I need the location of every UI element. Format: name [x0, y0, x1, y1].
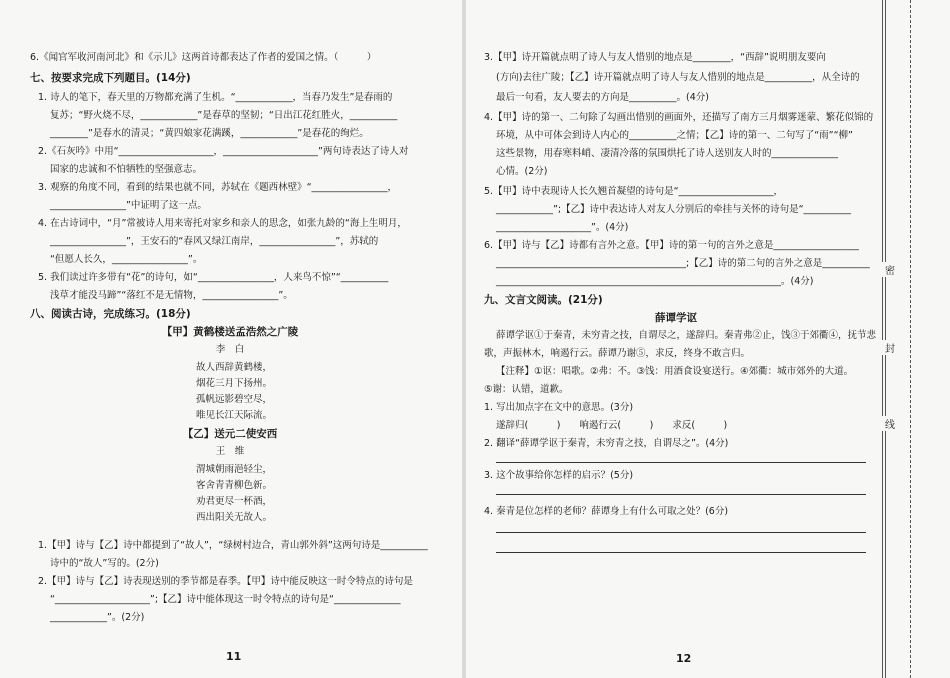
q9-4-text: 4. 秦青是位怎样的老师？薛谭身上有什么可取之处？(6分)	[484, 506, 729, 517]
poem-2-line: 客舍青青柳色新。	[196, 480, 273, 491]
q7-5-line-b: 浅草才能没马蹄”“落红不是无情物，________________”。	[50, 290, 293, 301]
q7-1-line-a: 1. 诗人的笔下，春天里的万物都充满了生机。“____________，当春乃发生”是春雨的	[38, 92, 393, 103]
q8-2-line-c: ____________”。(2分)	[50, 612, 145, 623]
q9-3-text: 3. 这个故事给你怎样的启示？(5分)	[484, 470, 634, 481]
binding-line	[882, 0, 883, 678]
q7-2-line-a: 2.《石灰吟》中用“____________________，____________________”两句诗表达了诗人对	[38, 146, 409, 157]
q6-text: 6.《闻官军收河南河北》和《示儿》这两首诗都表达了作者的爱国之情。（ ）	[30, 52, 377, 63]
q3-line-a: 3.【甲】诗开篇就点明了诗人与友人惜别的地点是________，“西辞”说明朋友要向	[484, 52, 826, 63]
q5-line-b: ____________”;【乙】诗中表达诗人对友人分别后的牵挂与关怀的诗句是“__________	[496, 204, 852, 215]
binding-cut-line	[910, 0, 911, 678]
q8-2-line-a: 2.【甲】诗与【乙】诗表现送别的季节都是春季。【甲】诗中能反映这一时令特点的诗句是	[38, 576, 413, 587]
poem-1-author: 李 白	[215, 344, 245, 355]
q9-1-items: 遂辞归( ) 响遏行云( ) 求反( )	[496, 420, 728, 431]
poem-1-line: 烟花三月下扬州。	[196, 378, 273, 389]
poem-1-line: 唯见长江天际流。	[196, 410, 273, 421]
prose-paragraph-2: 歌，声振林木，响遏行云。薛谭乃谢⑤，求反，终身不敢言归。	[484, 348, 751, 359]
poem-1-line: 故人西辞黄鹤楼，	[196, 362, 273, 373]
q7-5-line-a: 5. 我们读过许多带有“花”的诗句，如“________________，人来鸟不惊”“__________	[38, 272, 389, 283]
section-7-title: 七、按要求完成下列题目。(14分)	[30, 72, 191, 84]
q8-1-line-b: 诗中的“故人”写的。(2分)	[50, 558, 159, 569]
q4-line-c: 这些景物，用春寒料峭、凄清冷落的氛围烘托了诗人送别友人时的______________	[496, 148, 839, 159]
q5-line-a: 5.【甲】诗中表现诗人长久翘首凝望的诗句是“____________________，	[484, 186, 783, 197]
poem-1-title: 【甲】黄鹤楼送孟浩然之广陵	[161, 326, 299, 338]
answer-line[interactable]	[496, 494, 866, 495]
q9-2-text: 2. 翻译“薛谭学讴于秦青，未穷青之技，自谓尽之”。(4分)	[484, 438, 729, 449]
q7-2-line-b: 国家的忠诚和不怕牺牲的坚强意志。	[50, 164, 203, 175]
q9-1-text: 1. 写出加点字在文中的意思。(3分)	[484, 402, 634, 413]
q3-line-c: 最后一句看，友人要去的方向是__________。(4分)	[496, 92, 709, 103]
prose-paragraph-1: 薛谭学讴①于秦青，未穷青之技，自谓尽之，遂辞归。秦青弗②止，饯③于郊衢④，抚节悲	[496, 330, 877, 341]
q7-3-line-a: 3. 观察的角度不同，看到的结果也就不同，苏轼在《题西林壁》“________________，	[38, 182, 398, 193]
section-8-title: 八、阅读古诗，完成练习。(18分)	[30, 308, 191, 320]
poem-2-title: 【乙】送元二使安西	[182, 428, 278, 440]
answer-line[interactable]	[496, 552, 866, 553]
right-page	[466, 0, 878, 678]
binding-line	[885, 0, 886, 678]
poem-2-line: 劝君更尽一杯酒，	[196, 496, 273, 507]
note-line-2: ⑤谢：认错，道歉。	[484, 384, 569, 395]
q4-line-d: 心情。(2分)	[496, 166, 548, 177]
poem-2-line: 渭城朝雨浥轻尘，	[196, 464, 273, 475]
q7-3-line-b: ________________”中证明了这一点。	[50, 200, 207, 211]
poem-1-line: 孤帆远影碧空尽，	[196, 394, 273, 405]
q7-1-line-c: ________”是春水的清灵；“黄四娘家花满蹊，____________”是春花的绚烂。	[50, 128, 369, 139]
q7-1-line-b: 复苏；“野火烧不尽，____________”是春草的坚韧；“日出江花红胜火，__________	[50, 110, 398, 121]
seal-char: 线	[880, 416, 900, 431]
q8-1-line-a: 1.【甲】诗与【乙】诗中都提到了“故人”，“绿树村边合，青山郭外斜”这两句诗是__________	[38, 540, 428, 551]
answer-line[interactable]	[496, 532, 866, 533]
q7-4-line-a: 4. 在古诗词中，“月”常被诗人用来寄托对家乡和亲人的思念，如张九龄的“海上生明月，	[38, 218, 407, 229]
page-number: 12	[676, 652, 692, 665]
q6-line-c: ____________________________________________________________。(4分)	[496, 276, 814, 287]
q5-line-c: ____________________”。(4分)	[496, 222, 629, 233]
answer-line[interactable]	[496, 462, 866, 463]
q6-line-b: ________________________________________;【乙】诗的第二句的言外之意是__________	[496, 258, 870, 269]
q8-2-line-b: “____________________”;【乙】诗中能体现这一时令特点的诗句是“______________	[50, 594, 401, 605]
q6-line-a: 6.【甲】诗与【乙】诗都有言外之意。【甲】诗的第一句的言外之意是__________________	[484, 240, 859, 251]
q4-line-a: 4.【甲】诗的第一、二句除了勾画出惜别的画面外，还描写了南方三月烟雾迷蒙、繁花似锦的	[484, 112, 874, 123]
seal-char: 密	[880, 262, 900, 277]
note-line-1: 【注释】①讴：唱歌。②弗：不。③饯：用酒食设宴送行。④郊衢：城市郊外的大道。	[496, 366, 854, 377]
q7-4-line-b: ________________”，王安石的“春风又绿江南岸，________________”，苏轼的	[50, 236, 379, 247]
seal-char: 封	[880, 340, 900, 355]
page-number: 11	[226, 650, 242, 663]
q3-line-b: (方向)去往广陵；【乙】诗开篇就点明了诗人与友人惜别的地点是__________，从全诗的	[496, 72, 860, 83]
q7-4-line-c: “但愿人长久，________________”。	[50, 254, 203, 265]
poem-2-author: 王 维	[215, 446, 245, 457]
left-page	[0, 0, 462, 678]
q4-line-b: 环境，从中可体会到诗人内心的__________之情；【乙】诗的第一、二句写了“雨”“柳”	[496, 130, 853, 141]
prose-title: 薛谭学讴	[655, 312, 697, 324]
section-9-title: 九、文言文阅读。(21分)	[484, 294, 603, 306]
poem-2-line: 西出阳关无故人。	[196, 512, 273, 523]
binding-margin	[880, 0, 950, 678]
